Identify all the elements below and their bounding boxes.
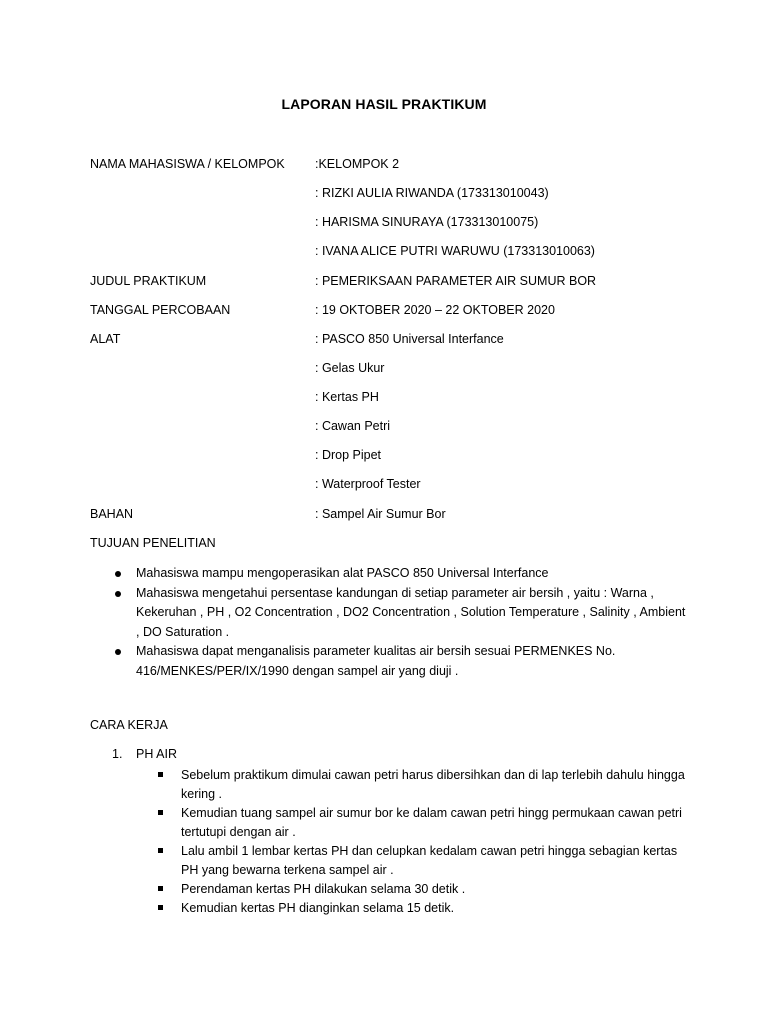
list-item <box>112 584 692 643</box>
step-number: 1. <box>112 747 123 761</box>
cara-kerja-list <box>157 766 697 918</box>
field-value-kelompok: :KELOMPOK 2 <box>315 157 400 171</box>
list-item <box>157 766 697 804</box>
field-value-alat-3: : Kertas PH <box>315 390 379 404</box>
field-value-member-3: : IVANA ALICE PUTRI WARUWU (173313010063) <box>315 244 595 258</box>
numbered-step <box>112 747 177 761</box>
field-label-bahan: BAHAN <box>90 507 134 521</box>
list-item-text: Mahasiswa dapat menganalisis parameter kualitas air bersih sesuai PERMENKES No. 416/MENKES/PER/IX/1990 dengan sampel air yang diuji . <box>136 644 616 678</box>
field-value-member-2: : HARISMA SINURAYA (173313010075) <box>315 215 539 229</box>
field-value-tanggal: : 19 OKTOBER 2020 – 22 OKTOBER 2020 <box>315 303 555 317</box>
list-item-text: Mahasiswa mengetahui persentase kandungan di setiap parameter air bersih , yaitu : Warna , Kekeruhan , PH , O2 Concentration , DO2 Concentration , Solution Temperature , Salinity , Ambient , DO Saturation . <box>136 585 686 639</box>
list-item <box>157 842 697 880</box>
list-item <box>157 804 697 842</box>
list-item-text: Sebelum praktikum dimulai cawan petri harus dibersihkan dan di lap terlebih dahulu hingga kering . <box>181 768 685 801</box>
list-item <box>157 899 697 918</box>
list-item-text: Mahasiswa mampu mengoperasikan alat PASCO 850 Universal Interfance <box>136 566 549 580</box>
field-value-bahan: : Sampel Air Sumur Bor <box>315 507 446 521</box>
field-value-alat-1: : PASCO 850 Universal Interfance <box>315 332 504 346</box>
list-item-text: Perendaman kertas PH dilakukan selama 30 detik . <box>181 882 466 896</box>
field-value-member-1: : RIZKI AULIA RIWANDA (173313010043) <box>315 186 549 200</box>
list-item <box>112 642 692 681</box>
square-bullet-icon <box>158 848 163 853</box>
list-item-text: Kemudian kertas PH dianginkan selama 15 detik. <box>181 901 455 915</box>
square-bullet-icon <box>158 905 163 910</box>
field-label-nama: NAMA MAHASISWA / KELOMPOK <box>90 157 285 171</box>
square-bullet-icon <box>158 772 163 777</box>
bullet-icon <box>115 649 121 655</box>
list-item-text: Lalu ambil 1 lembar kertas PH dan celupkan kedalam cawan petri hingga sebagian kertas PH yang bewarna terkena sampel air . <box>181 844 678 877</box>
bullet-icon <box>115 591 121 597</box>
field-value-alat-2: : Gelas Ukur <box>315 361 385 375</box>
field-label-alat: ALAT <box>90 332 121 346</box>
square-bullet-icon <box>158 810 163 815</box>
section-heading-tujuan: TUJUAN PENELITIAN <box>90 536 216 550</box>
tujuan-list <box>112 564 692 681</box>
field-label-tanggal: TANGGAL PERCOBAAN <box>90 303 231 317</box>
square-bullet-icon <box>158 886 163 891</box>
field-value-alat-6: : Waterproof Tester <box>315 477 421 491</box>
field-value-judul: : PEMERIKSAAN PARAMETER AIR SUMUR BOR <box>315 274 597 288</box>
bullet-icon <box>115 571 121 577</box>
section-heading-cara-kerja: CARA KERJA <box>90 718 168 732</box>
page-title: LAPORAN HASIL PRAKTIKUM <box>281 96 487 112</box>
list-item-text: Kemudian tuang sampel air sumur bor ke dalam cawan petri hingg permukaan cawan petri tertutupi dengan air . <box>181 806 682 839</box>
field-value-alat-4: : Cawan Petri <box>315 419 391 433</box>
step-title: PH AIR <box>136 747 177 761</box>
list-item <box>112 564 692 584</box>
field-label-judul: JUDUL PRAKTIKUM <box>90 274 207 288</box>
list-item <box>157 880 697 899</box>
field-value-alat-5: : Drop Pipet <box>315 448 382 462</box>
